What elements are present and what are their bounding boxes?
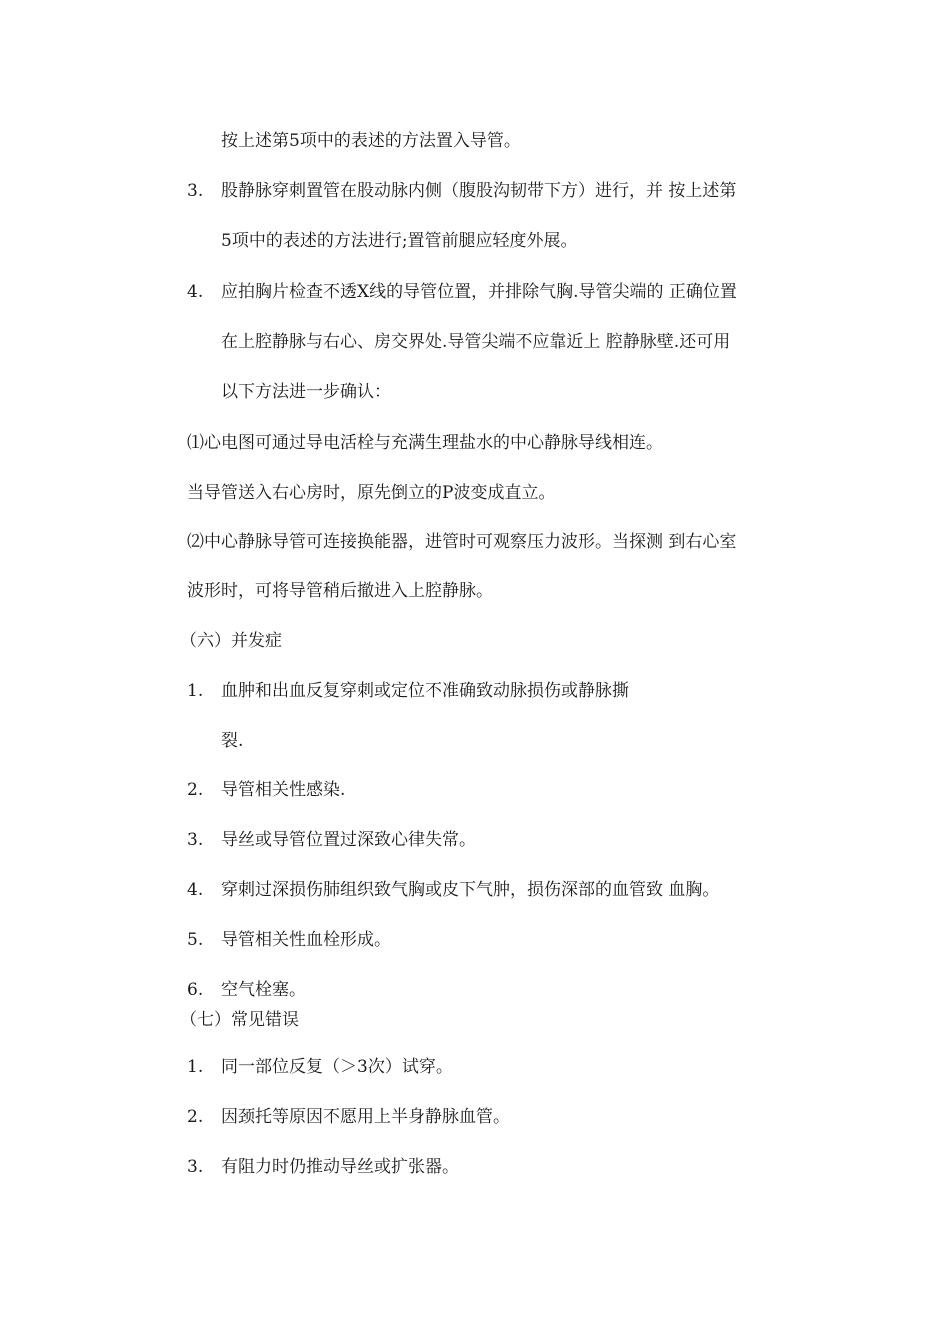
list-number: 2.	[187, 780, 204, 800]
list-item-text: 股静脉穿刺置管在股动脉内侧（腹股沟韧带下方）进行，并 按上述第	[221, 181, 737, 201]
list-number: 4.	[187, 880, 204, 900]
list-number: 6.	[187, 980, 204, 1000]
list-number: 1.	[187, 681, 204, 701]
list-item-continuation: 裂.	[221, 731, 244, 751]
list-item-text: 导管相关性感染.	[221, 780, 346, 800]
paragraph-line: 波形时，可将导管稍后撤进入上腔静脉。	[187, 581, 493, 601]
list-item-text: 血肿和出血反复穿刺或定位不准确致动脉损伤或静脉撕	[221, 681, 629, 701]
list-number: 3.	[187, 1157, 204, 1177]
list-item-continuation: 在上腔静脉与右心、房交界处.导管尖端不应靠近上 腔静脉壁.还可用	[221, 332, 731, 352]
section-heading: （七）常见错误	[180, 1010, 299, 1030]
list-number: 4.	[187, 282, 204, 302]
list-item-text: 同一部位反复（＞3次）试穿。	[221, 1057, 453, 1077]
list-item-text: 有阻力时仍推动导丝或扩张器。	[221, 1157, 459, 1177]
list-item-text: 导丝或导管位置过深致心律失常。	[221, 830, 476, 850]
paragraph-line: ⑵中心静脉导管可连接换能器，进管时可观察压力波形。当探测 到右心室	[187, 532, 737, 552]
section-heading: （六）并发症	[180, 631, 282, 651]
paragraph-line: 当导管送入右心房时，原先倒立的P波变成直立。	[187, 483, 556, 503]
list-item-continuation: 以下方法进一步确认：	[221, 382, 391, 402]
list-item-text: 穿刺过深损伤肺组织致气胸或皮下气肿，损伤深部的血管致 血胸。	[221, 880, 720, 900]
list-item-text: 导管相关性血栓形成。	[221, 930, 391, 950]
list-number: 2.	[187, 1107, 204, 1127]
list-item-text: 应拍胸片检查不透X线的导管位置，并排除气胸.导管尖端的 正确位置	[221, 282, 737, 302]
paragraph-line: 按上述第5项中的表述的方法置入导管。	[221, 131, 521, 151]
list-item-continuation: 5项中的表述的方法进行;置管前腿应轻度外展。	[221, 231, 578, 251]
list-number: 1.	[187, 1057, 204, 1077]
list-item-text: 空气栓塞。	[221, 980, 306, 1000]
list-number: 5.	[187, 930, 204, 950]
list-number: 3.	[187, 181, 204, 201]
list-number: 3.	[187, 830, 204, 850]
list-item-text: 因颈托等原因不愿用上半身静脉血管。	[221, 1107, 510, 1127]
paragraph-line: ⑴心电图可通过导电活栓与充满生理盐水的中心静脉导线相连。	[187, 433, 663, 453]
